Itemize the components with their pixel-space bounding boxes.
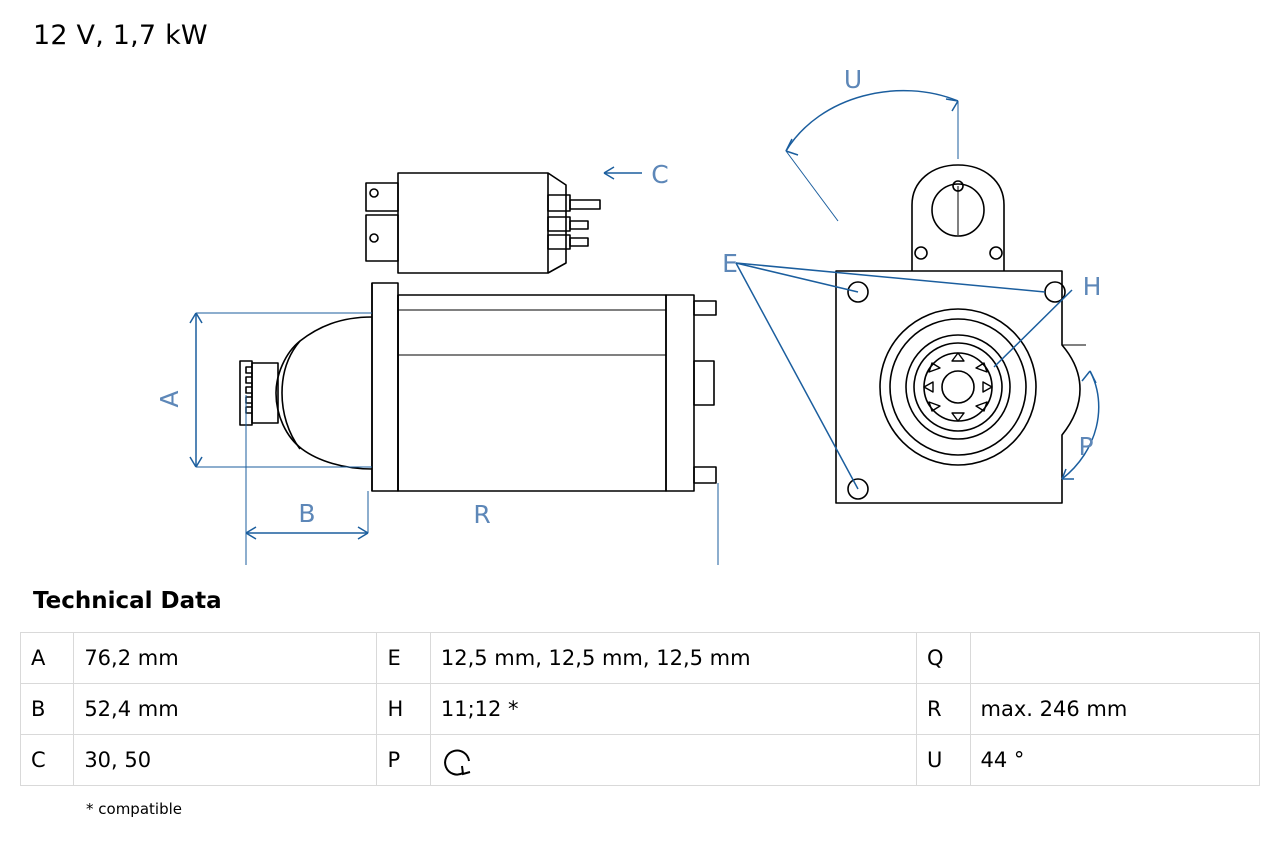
row-value-e: 12,5 mm, 12,5 mm, 12,5 mm [430, 633, 916, 684]
table-row [21, 684, 1260, 735]
dimension-lines [190, 91, 1099, 565]
row-value-h: 11;12 * [430, 684, 916, 735]
row-key-q: Q [917, 633, 970, 684]
row-value-r: max. 246 mm [970, 684, 1259, 735]
row-key-c: C [21, 735, 74, 786]
starter-motor-drawing-svg [0, 55, 1280, 565]
row-key-b: B [21, 684, 74, 735]
row-value-q [970, 633, 1259, 684]
label-E: E [722, 249, 738, 278]
label-H: H [1082, 272, 1102, 301]
label-U: U [843, 65, 863, 94]
row-value-c: 30, 50 [74, 735, 377, 786]
dimension-labels [155, 65, 1101, 529]
row-value-u: 44 ° [970, 735, 1259, 786]
row-value-a: 76,2 mm [74, 633, 377, 684]
table-row [21, 735, 1260, 786]
row-key-e: E [377, 633, 430, 684]
row-key-p: P [377, 735, 430, 786]
row-key-h: H [377, 684, 430, 735]
row-key-r: R [917, 684, 970, 735]
technical-drawing [0, 55, 1280, 565]
table-row [21, 633, 1260, 684]
label-B: B [298, 499, 316, 528]
technical-data-table [20, 632, 1260, 786]
end-view-outline [836, 165, 1086, 503]
side-view-outline [240, 173, 716, 491]
table-footnote: * compatible [86, 800, 182, 818]
label-C: C [651, 160, 669, 189]
label-P: P [1078, 432, 1094, 461]
row-value-p [430, 735, 916, 786]
label-A: A [155, 390, 184, 408]
row-value-b: 52,4 mm [74, 684, 377, 735]
technical-data-heading: Technical Data [33, 588, 222, 614]
row-key-u: U [917, 735, 970, 786]
rotation-clockwise-icon [441, 747, 475, 781]
label-R: R [473, 500, 491, 529]
row-key-a: A [21, 633, 74, 684]
page-title: 12 V, 1,7 kW [33, 20, 208, 51]
